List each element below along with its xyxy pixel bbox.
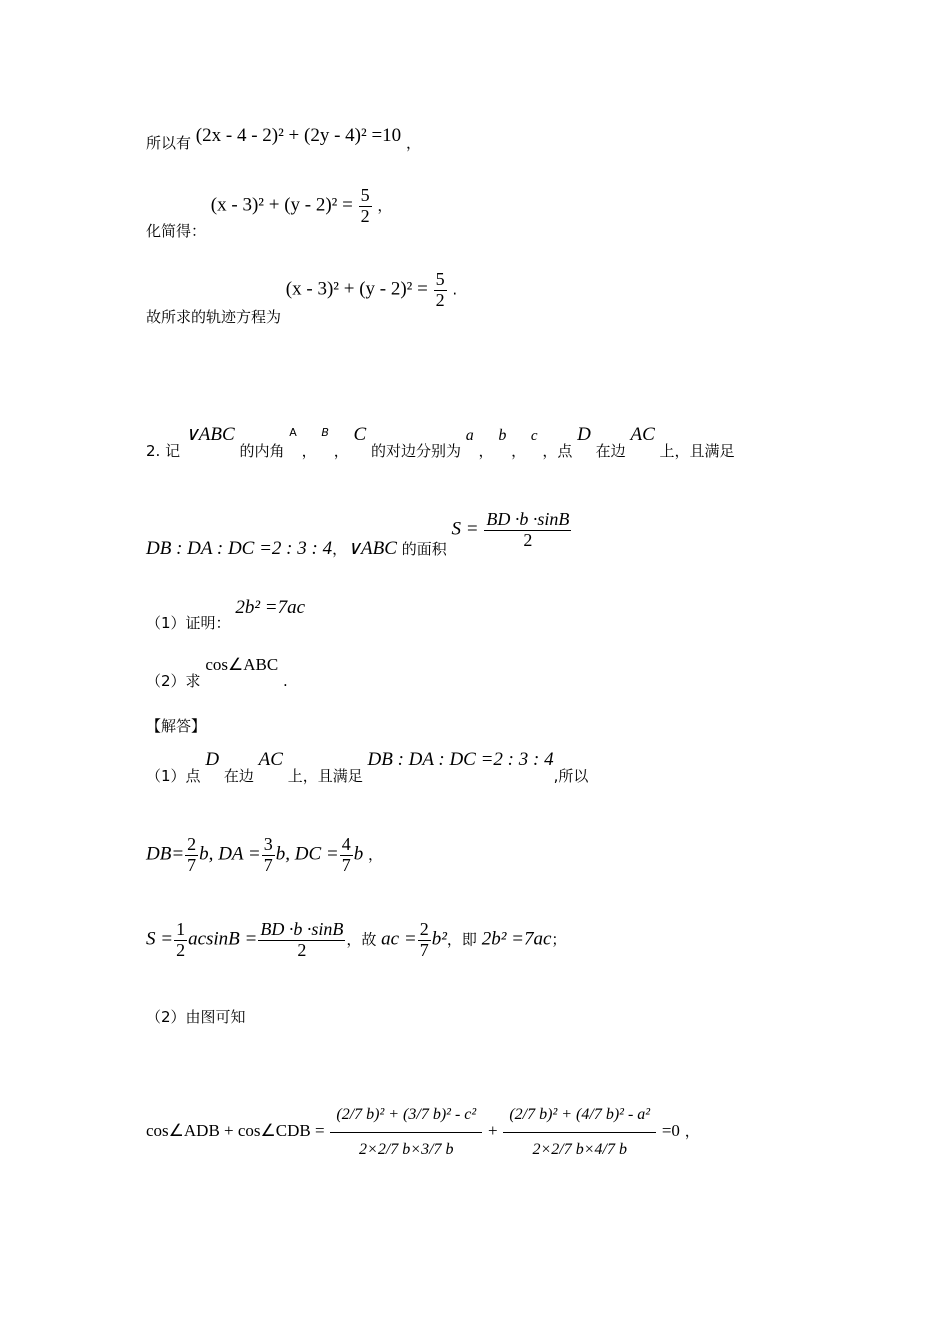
text-locus: 故所求的轨迹方程为 bbox=[146, 308, 282, 327]
fraction-cos-cdb: $\frac{\text{(2/7 b)² + (4/7 b)² - a²}}{2\times 2/7 b\times 4/7 b}$ bbox=[503, 1098, 656, 1166]
punct: . bbox=[452, 280, 458, 299]
equation-area bbox=[146, 920, 566, 961]
var-b: b bbox=[353, 843, 364, 865]
line-simplify bbox=[146, 185, 393, 241]
triangle-abc: ∨ABC bbox=[347, 538, 397, 560]
part-2-find bbox=[146, 655, 288, 690]
text-therefore: ，故 bbox=[346, 930, 377, 949]
text: 上，且满足 bbox=[659, 442, 735, 460]
math-circle: (x - 3)² + (y - 2)² = bbox=[210, 194, 353, 216]
math-2b2-7ac: 2b² =7ac bbox=[481, 928, 552, 950]
angle-a: A bbox=[289, 426, 297, 439]
math-2b2-7ac: 2b² =7ac bbox=[235, 597, 306, 618]
fraction-4-7: $\frac{4}{7}$ bbox=[341, 834, 351, 875]
angle-b: B bbox=[321, 426, 329, 439]
text: （1）点 bbox=[146, 767, 201, 785]
var-b: b, bbox=[199, 843, 214, 865]
side-ac: AC bbox=[258, 749, 283, 770]
side-b: b bbox=[498, 427, 507, 444]
text: 上，且满足 bbox=[287, 767, 363, 785]
solution-header: 【解答】 bbox=[146, 717, 207, 735]
text-area: 的面积 bbox=[401, 540, 447, 559]
side-c: c bbox=[530, 428, 538, 444]
fraction-cos-adb: $\frac{\text{(2/7 b)² + (3/7 b)² - c²}}{2\times 2/7 b\times 3/7 b}$ bbox=[330, 1098, 482, 1166]
fraction-2-7: $\frac{2}{7}$ bbox=[419, 919, 429, 960]
ratio-condition: DB : DA : DC =2 : 3 : 4 bbox=[146, 538, 333, 560]
text: 的内角 bbox=[239, 442, 285, 460]
text: 在边 bbox=[595, 442, 626, 460]
ratio-condition: DB : DA : DC =2 : 3 : 4 bbox=[367, 749, 554, 770]
area-s: S = bbox=[451, 518, 479, 540]
point-d: D bbox=[577, 424, 591, 445]
math-cos-abc: cos∠ABC bbox=[205, 655, 279, 674]
line-locus bbox=[146, 269, 458, 327]
equals-zero: =0 bbox=[661, 1121, 680, 1141]
fraction-2-7: $\frac{2}{7}$ bbox=[187, 834, 197, 875]
text-ie: ，即 bbox=[446, 930, 477, 949]
text: 的对边分别为 bbox=[370, 442, 461, 460]
cos-sum: cos∠ADB + cos∠CDB = bbox=[146, 1121, 325, 1141]
punct: ， bbox=[333, 442, 349, 460]
punct: ， bbox=[684, 1122, 700, 1141]
s-label: S = bbox=[146, 928, 174, 950]
da-label: DA = bbox=[218, 843, 261, 865]
text-simplify: 化简得： bbox=[146, 222, 207, 241]
punct: ， bbox=[332, 540, 348, 559]
fraction-5-2: $\frac{5}{2}$ bbox=[360, 185, 370, 226]
question-number: 2. 记 bbox=[146, 442, 181, 460]
question-2-statement bbox=[146, 424, 735, 460]
math-locus: (x - 3)² + (y - 2)² = bbox=[285, 278, 428, 300]
fraction-3-7: $\frac{3}{7}$ bbox=[263, 834, 273, 875]
punct: ， bbox=[478, 442, 494, 460]
fraction-1-2: $\frac{1}{2}$ bbox=[176, 919, 186, 960]
part-1-prove bbox=[146, 597, 306, 632]
punct: ； bbox=[551, 930, 567, 949]
ac-eq: ac = bbox=[381, 928, 417, 950]
line-expansion bbox=[146, 125, 421, 152]
text: ,所以 bbox=[553, 767, 589, 785]
punct: ， bbox=[301, 442, 317, 460]
solution-2-line: （2）由图可知 bbox=[146, 1008, 246, 1026]
fraction-area: $\frac{BD \cdot b \cdot\sin B}{2}$ bbox=[260, 919, 344, 960]
b-squared: b² bbox=[431, 928, 447, 950]
angle-c: C bbox=[353, 424, 367, 445]
ac-sinb: acsinB = bbox=[188, 928, 258, 950]
text-so: 所以有 bbox=[146, 134, 192, 152]
fraction-5-2: $\frac{5}{2}$ bbox=[435, 269, 445, 310]
solution-1-line bbox=[146, 749, 589, 785]
point-d: D bbox=[205, 749, 220, 770]
part-2-label: （2）求 bbox=[146, 672, 201, 690]
equation-lengths bbox=[146, 835, 383, 876]
dc-label: b, DC = bbox=[275, 843, 339, 865]
punct: . bbox=[282, 672, 288, 690]
math-expansion: (2x - 4 - 2)² + (2y - 4)² =10 bbox=[195, 125, 402, 146]
triangle-abc: ∨ABC bbox=[184, 424, 235, 445]
text: 在边 bbox=[223, 767, 254, 785]
punct: ， bbox=[377, 196, 393, 215]
db-label: DB= bbox=[146, 843, 185, 865]
question-2-condition bbox=[146, 509, 572, 560]
equation-cosine bbox=[146, 1098, 700, 1166]
side-a: a bbox=[465, 427, 474, 444]
text: ，点 bbox=[542, 442, 573, 460]
punct: ， bbox=[511, 442, 527, 460]
side-ac: AC bbox=[630, 424, 655, 445]
fraction-area: $\frac{BD \cdot b \cdot\sin B}{2}$ bbox=[486, 509, 570, 550]
punct: ， bbox=[368, 845, 384, 864]
punct: ， bbox=[405, 134, 421, 152]
plus-sign: + bbox=[487, 1121, 498, 1141]
part-1-label: （1）证明： bbox=[146, 614, 231, 632]
